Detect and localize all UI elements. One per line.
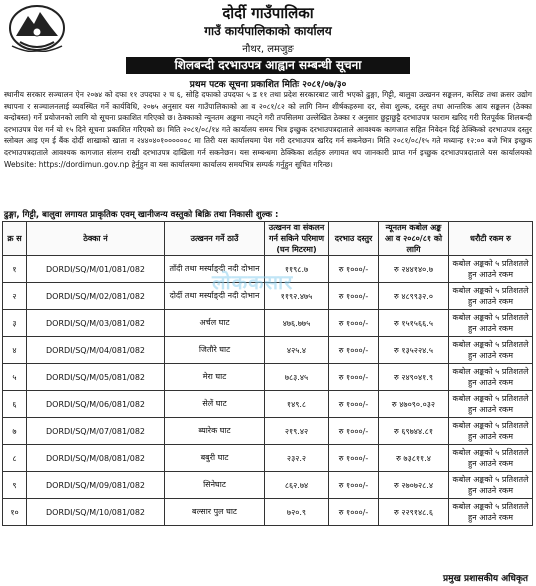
municipality-name: दोर्दी गाउँपालिका <box>222 4 314 22</box>
cell-minimum-bid: रु १५१५६६.५ <box>379 310 449 337</box>
cell-fee: रु १०००/- <box>329 283 379 310</box>
cell-fee: रु १०००/- <box>329 337 379 364</box>
cell-quantity: ४२५.४ <box>265 337 329 364</box>
cell-quantity: ८६२.७४ <box>265 472 329 499</box>
cell-quantity: २३२.२ <box>265 445 329 472</box>
table-row <box>3 472 533 499</box>
cell-quantity: १४९.८ <box>265 391 329 418</box>
cell-minimum-bid: रु ७३८११.४ <box>379 445 449 472</box>
cell-site: अर्चल घाट <box>165 310 265 337</box>
cell-sn: २ <box>3 283 27 310</box>
table-row <box>3 418 533 445</box>
cell-deposit: कबोल अङ्कको ५ प्रतिशतले हुन आउने रकम <box>449 337 533 364</box>
header-minimum-bid: न्यूनतम कबोल अङ्क आ व २०८०/८१ को लागि <box>379 222 449 256</box>
cell-deposit: कबोल अङ्कको ५ प्रतिशतले हुन आउने रकम <box>449 391 533 418</box>
cell-deposit: कबोल अङ्कको ५ प्रतिशतले हुन आउने रकम <box>449 418 533 445</box>
cell-site: दोर्दी तथा मर्स्याङ्दी नदी दोभान <box>165 283 265 310</box>
letterhead <box>0 0 536 58</box>
table-row <box>3 445 533 472</box>
cell-sn: १० <box>3 499 27 526</box>
cell-minimum-bid: रु २२९१४८.६ <box>379 499 449 526</box>
header-code: ठेक्का नं <box>27 222 165 256</box>
cell-quantity: ११९८.७ <box>265 256 329 283</box>
cell-fee: रु १०००/- <box>329 445 379 472</box>
cell-code: DORDI/SQ/M/06/081/082 <box>27 391 165 418</box>
table-row <box>3 310 533 337</box>
signoff: प्रमुख प्रशासकीय अधिकृत <box>442 574 528 584</box>
publication-date: प्रथम पटक सूचना प्रकाशित मितिः २०८१/०७/३० <box>189 80 347 90</box>
cell-fee: रु १०००/- <box>329 364 379 391</box>
cell-fee: रु १०००/- <box>329 256 379 283</box>
header-deposit: धरौटी रकम रु <box>449 222 533 256</box>
watermark-logo: लोककसार <box>212 270 294 294</box>
cell-sn: ८ <box>3 445 27 472</box>
cell-sn: ७ <box>3 418 27 445</box>
cell-fee: रु १०००/- <box>329 499 379 526</box>
cell-minimum-bid: रु २४९०४१.९ <box>379 364 449 391</box>
table-row <box>3 337 533 364</box>
cell-sn: ६ <box>3 391 27 418</box>
header-quantity: उत्खनन वा संकलन गर्न सकिने परिमाण (घन मिटरमा) <box>265 222 329 256</box>
table-header-row <box>3 222 533 256</box>
cell-code: DORDI/SQ/M/04/081/082 <box>27 337 165 364</box>
cell-fee: रु १०००/- <box>329 472 379 499</box>
cell-fee: रु १०००/- <box>329 310 379 337</box>
cell-deposit: कबोल अङ्कको ५ प्रतिशतले हुन आउने रकम <box>449 256 533 283</box>
cell-minimum-bid: रु ६९७४४.८१ <box>379 418 449 445</box>
cell-deposit: कबोल अङ्कको ५ प्रतिशतले हुन आउने रकम <box>449 283 533 310</box>
cell-deposit: कबोल अङ्कको ५ प्रतिशतले हुन आउने रकम <box>449 310 533 337</box>
cell-minimum-bid: रु २४४१४०.७ <box>379 256 449 283</box>
table-row <box>3 499 533 526</box>
office-name: गाउँ कार्यपालिकाको कार्यालय <box>204 24 332 38</box>
cell-site: ब्यारेक घाट <box>165 418 265 445</box>
cell-code: DORDI/SQ/M/07/081/082 <box>27 418 165 445</box>
office-address: नौथर, लमजुङ <box>242 44 294 55</box>
cell-code: DORDI/SQ/M/10/081/082 <box>27 499 165 526</box>
cell-deposit: कबोल अङ्कको ५ प्रतिशतले हुन आउने रकम <box>449 472 533 499</box>
cell-minimum-bid: रु ४७०९०.०३२ <box>379 391 449 418</box>
cell-site: बबुरी घाट <box>165 445 265 472</box>
cell-code: DORDI/SQ/M/02/081/082 <box>27 283 165 310</box>
cell-code: DORDI/SQ/M/05/081/082 <box>27 364 165 391</box>
notice-title: शिलबन्दी दरभाउपत्र आह्वान सम्बन्धी सूचना <box>126 57 410 74</box>
header-sn: क्र स <box>3 222 27 256</box>
section-title: ढुङ्गा, गिट्टी, बालुवा लगायत प्राकृतिक एवम् खानीजन्य वस्तुको बिक्रि तथा निकासी शुल्क : <box>4 210 279 220</box>
cell-code: DORDI/SQ/M/08/081/082 <box>27 445 165 472</box>
cell-site: सेलें घाट <box>165 391 265 418</box>
cell-site: बल्सार पुल घाट <box>165 499 265 526</box>
cell-minimum-bid: रु २७०७२८.४ <box>379 472 449 499</box>
notice-body: स्थानीय सरकार सञ्चालन ऐन २०७४ को दफा ११ उपदफा २ च ६, सोहि दफाको उपदफा ५ ड ११ तथा प्रदेश सरकारबाट जारी भएको ढुङ्गा, गिट्टी, बालुवा उत्खनन सङ्कलन, कसिङ तथा क्रसर उद्योग स्थापना र सञ्चालनलाई व्यवस्थित गर्ने कार्यविधि, २०७५ अनुसार यस गाउँपालिकाको आ व २०८१/८२ को लागि निम्न शीर्षकहरुमा दर, सेवा शुल्क, दस्तुर तथा आन्तरिक आय सङ्कलन (ठेक्का बन्दोबस्त) गर्ने प्रयोजनको लागि यो सूचना प्रकाशित गरिएको छ। ठेक्काको न्यूनतम अङ्कमा नघट्ने गरी तपसिलमा उल्लेखित ठेक्का र अनुसार छुट्टाछुट्टै दरभाउपत्र फाराम खरिद गरी रितपूर्वक शिलबन्दी दरभाउपत्र पेश गर्न यो १५ दिने सूचना प्रकाशित गरिएको छ। मिति २०८१/०८/१४ गते कार्यालय समय भित्र इच्छुक दरभाउपत्रदाताले आवश्यक कागजात सहित निवेदन दिई ठेक्किको दरभाउपत्र दस्तुर स्लोबल आइ एम ई बैंक दोर्दी शाखाको खाता न २४४०४०१००००००८ मा तिरी यस कार्यालयमा पेश गरी दरभाउपत्र खरिद गर्न सकनेछन। मिति २०८१/०८/१५ गते मध्यान्ह १२:०० बजे भित्र इच्छुक दरभाउपत्रदाताले आवश्यक कागजात संलग्न राखी दरभाउपत्र दाखिला गर्न सकनेछन। यस सम्बन्धमा ठेक्किका शर्तहरु लगायत थप जानकारी प्राप्त गर्न इच्छुक दरभाउपत्रदाताले यस कार्यालयको Website: https://dordimun.gov.np हेर्नुहुन वा यस कार्यालयमा कार्यालय समयभित्र सम्पर्क गर्नुहुन सूचित गरिन्छ। <box>4 90 532 169</box>
cell-quantity: ४७६.७७५ <box>265 310 329 337</box>
table-row <box>3 364 533 391</box>
bid-table <box>2 221 533 526</box>
cell-fee: रु १०००/- <box>329 418 379 445</box>
cell-site: ताँदी तथा मर्स्याङ्दी नदी दोभान <box>165 256 265 283</box>
cell-sn: ९ <box>3 472 27 499</box>
cell-code: DORDI/SQ/M/03/081/082 <box>27 310 165 337</box>
cell-minimum-bid: रु १३५२२४.५ <box>379 337 449 364</box>
cell-code: DORDI/SQ/M/09/081/082 <box>27 472 165 499</box>
cell-sn: ३ <box>3 310 27 337</box>
cell-site: सिनेघाट <box>165 472 265 499</box>
cell-fee: रु १०००/- <box>329 391 379 418</box>
cell-quantity: ७२०.९ <box>265 499 329 526</box>
cell-sn: १ <box>3 256 27 283</box>
cell-sn: ४ <box>3 337 27 364</box>
cell-quantity: ११९२.४७५ <box>265 283 329 310</box>
cell-sn: ५ <box>3 364 27 391</box>
cell-deposit: कबोल अङ्कको ५ प्रतिशतले हुन आउने रकम <box>449 499 533 526</box>
cell-quantity: २१९.४२ <box>265 418 329 445</box>
header-fee: दरभाउ दस्तुर <box>329 222 379 256</box>
cell-site: मेरा घाट <box>165 364 265 391</box>
cell-deposit: कबोल अङ्कको ५ प्रतिशतले हुन आउने रकम <box>449 445 533 472</box>
cell-site: जितौरे घाट <box>165 337 265 364</box>
cell-code: DORDI/SQ/M/01/081/082 <box>27 256 165 283</box>
header-site: उत्खनन गर्ने ठाउँ <box>165 222 265 256</box>
cell-quantity: ७८३.४५ <box>265 364 329 391</box>
cell-deposit: कबोल अङ्कको ५ प्रतिशतले हुन आउने रकम <box>449 364 533 391</box>
table-row <box>3 391 533 418</box>
cell-minimum-bid: रु ४८९९३२.० <box>379 283 449 310</box>
